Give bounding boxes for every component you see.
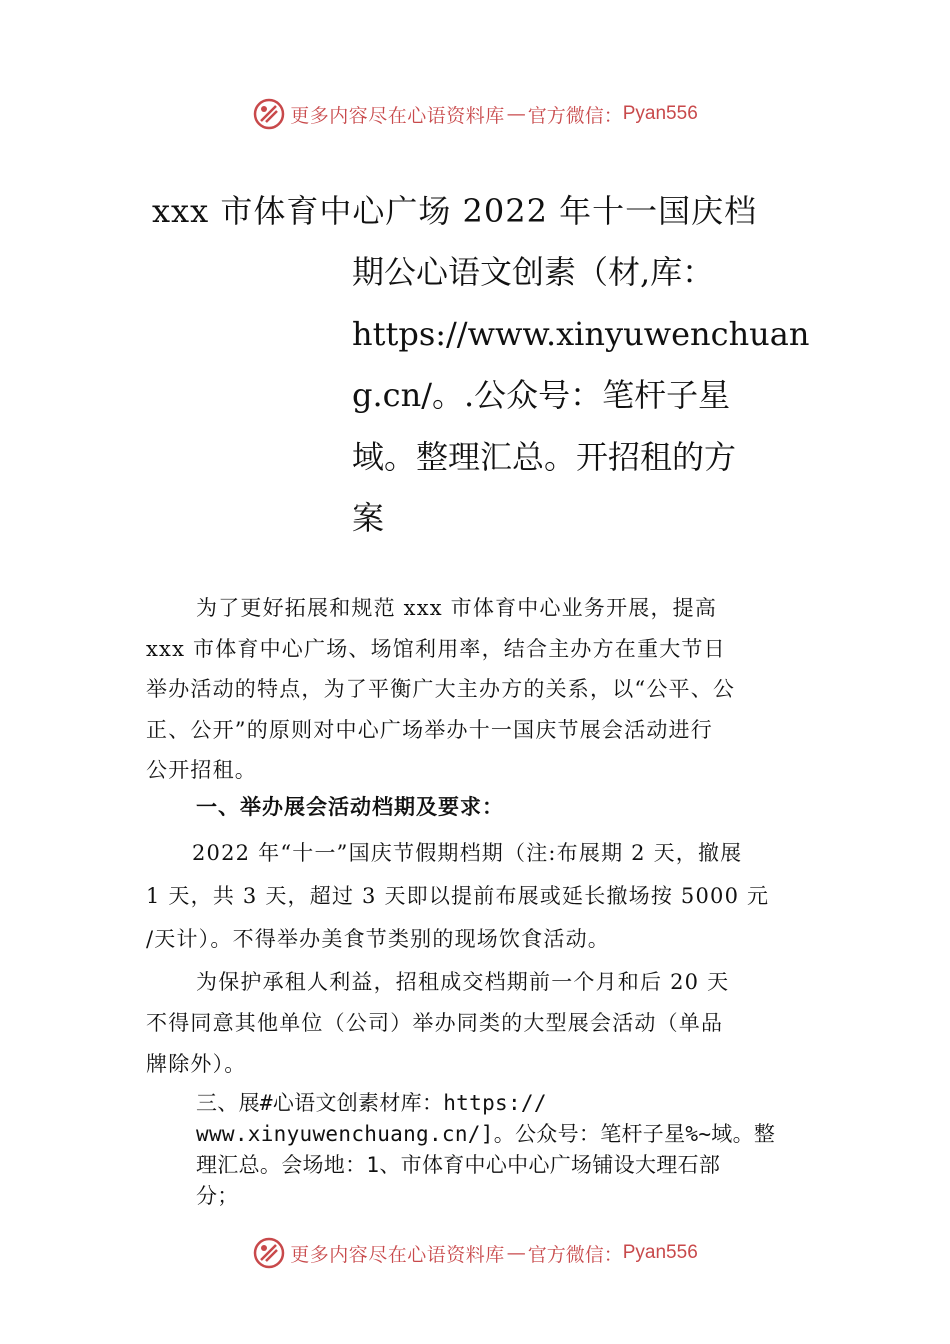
paragraph-line: 不得同意其他单位（公司）举办同类的大型展会活动（单品 bbox=[146, 1011, 724, 1035]
protection-paragraph bbox=[146, 962, 729, 1085]
paragraph-line: 三、展#心语文创素材库：https:// bbox=[196, 1091, 547, 1115]
paragraph-line: 理汇总。会场地：1、市体育中心中心广场铺设大理石部 bbox=[196, 1153, 721, 1177]
header-watermark-banner bbox=[0, 94, 950, 134]
paragraph-line: 1 天，共 3 天，超过 3 天即以提前布展或延长撤场按 5000 元 bbox=[146, 884, 770, 908]
paragraph-line: 举办活动的特点，为了平衡广大主办方的关系，以“公平、公 bbox=[146, 677, 736, 701]
banner-contact-label: 官方微信： bbox=[527, 104, 623, 127]
banner-wechat-id: Pyan556 bbox=[622, 103, 698, 124]
paragraph-line: xxx 市体育中心广场、场馆利用率，结合主办方在重大节日 bbox=[146, 636, 726, 661]
document-title-line-4: g.cn/。.公众号：笔杆子星 bbox=[352, 376, 731, 414]
banner-text: 更多内容尽在心语资料库 bbox=[290, 104, 505, 127]
schedule-paragraph bbox=[146, 832, 769, 961]
banner-contact-label: 官方微信： bbox=[527, 1243, 623, 1266]
brand-logo-icon bbox=[252, 97, 286, 131]
paragraph-line: www.xinyuwenchuang.cn/]。公众号：笔杆子星%~域。整 bbox=[196, 1122, 776, 1146]
document-title-line-3: https://www.xinyuwenchuan bbox=[352, 314, 810, 353]
paragraph-line: 为保护承租人利益，招租成交档期前一个月和后 20 天 bbox=[196, 970, 730, 994]
document-title-line-1: xxx 市体育中心广场 2022 年十一国庆档 bbox=[152, 192, 758, 230]
banner-separator: — bbox=[506, 103, 526, 125]
footer-watermark-banner bbox=[0, 1233, 950, 1273]
brand-logo-icon bbox=[252, 1236, 286, 1270]
paragraph-line: 公开招租。 bbox=[146, 758, 257, 782]
section-heading-1: 一、举办展会活动档期及要求： bbox=[196, 795, 504, 819]
venue-paragraph bbox=[196, 1088, 775, 1212]
banner-separator: — bbox=[506, 1242, 526, 1264]
paragraph-line: 为了更好拓展和规范 xxx 市体育中心业务开展，提高 bbox=[196, 596, 718, 620]
banner-text: 更多内容尽在心语资料库 bbox=[290, 1243, 505, 1266]
intro-paragraph bbox=[146, 588, 735, 791]
paragraph-line: 正、公开”的原则对中心广场举办十一国庆节展会活动进行 bbox=[146, 717, 713, 742]
paragraph-line: 分； bbox=[196, 1184, 239, 1208]
document-title-line-2: 期公心语文创素（材,库： bbox=[352, 253, 715, 291]
document-title-continuation bbox=[352, 242, 810, 550]
paragraph-line: 牌除外）。 bbox=[146, 1052, 247, 1076]
paragraph-line: 2022 年“十一”国庆节假期档期（注:布展期 2 天，撤展 bbox=[192, 841, 743, 865]
document-title-line-5: 域。整理汇总。开招租的方 bbox=[352, 437, 737, 476]
document-title-line-6: 案 bbox=[352, 499, 385, 537]
paragraph-line: /天计）。不得举办美食节类别的现场饮食活动。 bbox=[146, 927, 610, 951]
banner-wechat-id: Pyan556 bbox=[622, 1242, 698, 1263]
